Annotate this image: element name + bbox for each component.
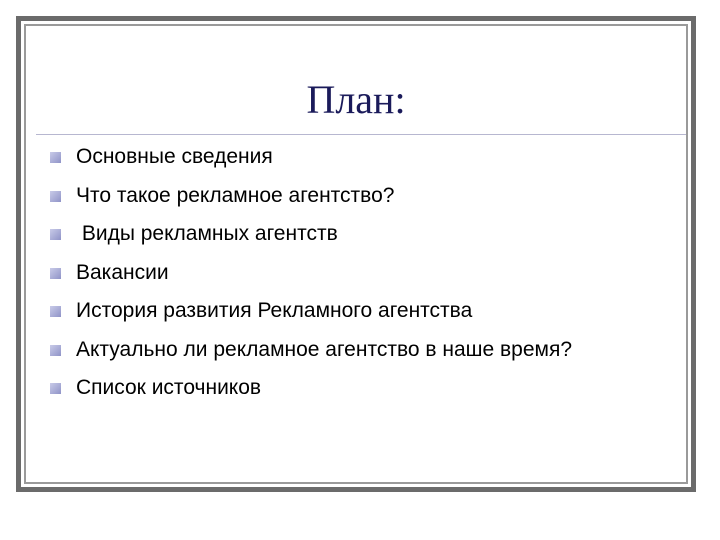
- slide-title: План:: [306, 77, 406, 122]
- square-bullet-icon: [50, 345, 61, 356]
- bullet-text: Вакансии: [76, 260, 169, 284]
- bullet-text: Виды рекламных агентств: [76, 222, 338, 245]
- bullet-item: [50, 221, 670, 247]
- bullet-text: История развития Рекламного агентства: [76, 299, 473, 322]
- square-bullet-icon: [50, 152, 61, 163]
- square-bullet-icon: [50, 383, 61, 394]
- bullet-list: [50, 144, 670, 414]
- bullet-item: [50, 183, 670, 209]
- bullet-text: Основные сведения: [76, 145, 273, 168]
- title-divider: [36, 134, 686, 135]
- bullet-item: [50, 298, 670, 324]
- square-bullet-icon: [50, 306, 61, 317]
- bullet-text: Список источников: [76, 376, 262, 399]
- square-bullet-icon: [50, 268, 61, 279]
- bullet-item: [50, 144, 670, 170]
- square-bullet-icon: [50, 229, 61, 240]
- square-bullet-icon: [50, 191, 61, 202]
- bullet-text: Актуально ли рекламное агентство в наше время?: [76, 337, 573, 361]
- bullet-item: [50, 375, 670, 401]
- bullet-item: [50, 260, 670, 286]
- bullet-item: [50, 337, 670, 363]
- bullet-text: Что такое рекламное агентство?: [76, 183, 395, 207]
